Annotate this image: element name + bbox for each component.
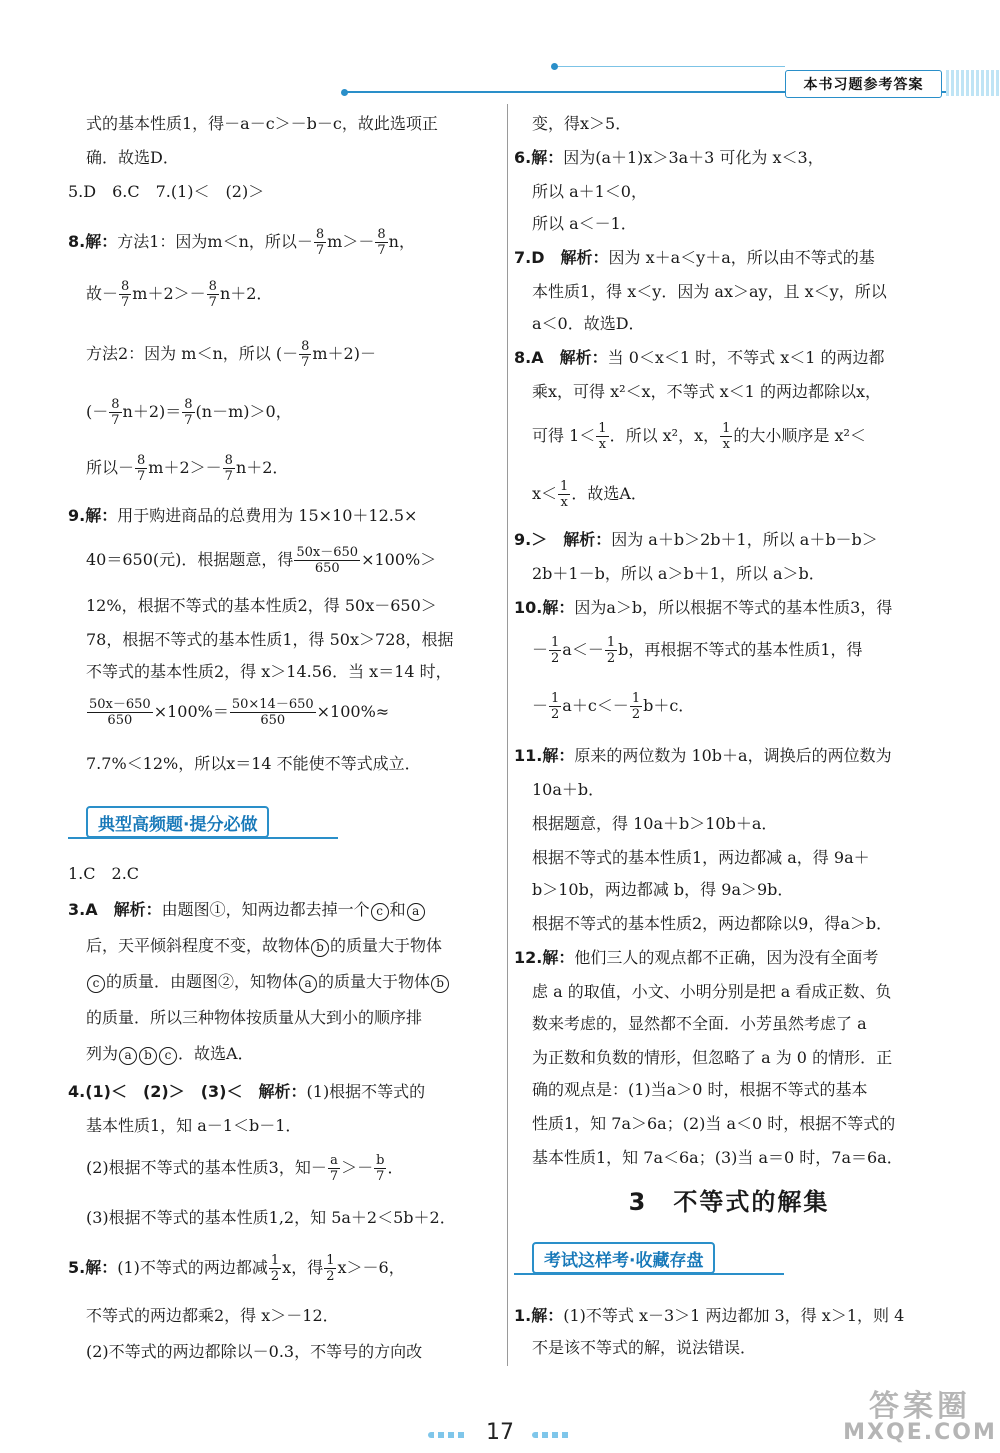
denominator: 2 <box>606 651 616 666</box>
text-line: 7.7%＜12%，所以x＝14 不能使不等式成立． <box>86 754 421 773</box>
text-run: a＋c＜－ <box>562 696 629 715</box>
answer-line <box>68 898 426 922</box>
fraction <box>324 1253 336 1284</box>
circled-letter: b <box>311 939 329 957</box>
fraction <box>549 635 561 666</box>
numerator: 1 <box>551 635 560 650</box>
text-run: (1)不等式 x－3＞1 两边都加 3，得 x＞1，则 4 <box>563 1306 905 1325</box>
text-line: 根据题意，得 10a＋b＞10b＋a． <box>532 814 778 833</box>
text-run: ×100%＝ <box>153 702 229 721</box>
denominator: 7 <box>184 413 193 428</box>
text-run: m＋2＞－ <box>132 284 206 303</box>
denominator: 7 <box>329 1169 339 1184</box>
text-run: x＜ <box>532 484 558 503</box>
label-analysis: 解析： <box>258 1082 307 1101</box>
question-number: 9.＞ 解析： <box>514 530 612 549</box>
text-line: (3)根据不等式的基本性质1,2，知 5a＋2＜5b＋2． <box>86 1208 456 1227</box>
text-run: (－ <box>86 402 109 421</box>
text-run: － <box>532 696 549 715</box>
denominator: x <box>598 437 607 452</box>
text-run: 因为(a＋1)x＞3a＋3 可化为 x＜3， <box>563 148 824 167</box>
denominator: 7 <box>111 413 120 428</box>
fraction <box>294 545 360 576</box>
watermark-url: MXQE.COM <box>843 1420 997 1445</box>
text-line: 确．故选D． <box>86 148 179 167</box>
text-line: a＜0．故选D． <box>532 314 645 333</box>
fraction <box>109 397 121 428</box>
circled-letter: b <box>431 975 449 993</box>
text-line: 根据不等式的基本性质2，两边都除以9，得a＞b． <box>532 914 893 933</box>
denominator: 2 <box>270 1269 280 1284</box>
fraction <box>549 691 561 722</box>
page-header <box>0 0 1000 100</box>
text-line: 确的观点是：(1)当a＞0 时，根据不等式的基本 <box>532 1080 868 1099</box>
text-run: ×100%＞ <box>361 550 437 569</box>
text-run: m＞－ <box>327 232 375 251</box>
question-number: 8.A 解析： <box>514 348 608 367</box>
section-title: 考试这样考·收藏存盘 <box>532 1242 715 1274</box>
text-line: 78，根据不等式的基本性质1，得 50x＞728，根据 <box>86 630 454 649</box>
text-run: ．故选A． <box>571 484 647 503</box>
text-run: (2)根据不等式的基本性质3，知－ <box>86 1158 327 1177</box>
question-number: 6.解： <box>514 148 564 167</box>
text-run: x＞－6， <box>337 1258 405 1277</box>
question-number: 4.(1)＜ (2)＞ (3)＜ <box>68 1082 259 1101</box>
fraction <box>223 453 235 484</box>
answer-line: 1.C 2.C <box>68 864 140 883</box>
circled-letter: a <box>299 975 317 993</box>
text-run: ×100%≈ <box>316 702 390 721</box>
text-line: 2b＋1－b，所以 a＞b＋1，所以 a＞b． <box>532 564 825 583</box>
numerator: 1 <box>722 421 731 436</box>
text-line: (2)不等式的两边都除以－0.3，不等号的方向改 <box>86 1342 423 1361</box>
numerator: 8 <box>121 279 130 294</box>
text-line <box>532 416 866 456</box>
fraction <box>558 479 570 510</box>
text-line: 12%，根据不等式的基本性质2，得 50x－650＞ <box>86 596 437 615</box>
answer-line <box>514 596 892 620</box>
numerator: 50×14－650 <box>231 697 314 712</box>
text-line: 10a＋b． <box>532 780 605 799</box>
circled-letter: c <box>159 1047 177 1065</box>
numerator: 8 <box>137 453 146 468</box>
fraction <box>207 279 219 310</box>
question-number: 7.D 解析： <box>514 248 609 267</box>
denominator: 7 <box>301 355 310 370</box>
denominator: 7 <box>208 295 217 310</box>
text-line: 虑 a 的取值，小文、小明分别是把 a 看成正数、负 <box>532 982 892 1001</box>
header-stripe <box>946 70 1000 96</box>
fraction <box>374 1153 386 1184</box>
numerator: 1 <box>631 691 641 706</box>
question-number: 8.解： <box>68 232 118 251</box>
text-line <box>532 630 863 670</box>
text-run: 可得 1＜ <box>532 426 596 445</box>
text-line: 为正数和负数的情形，但忽略了 a 为 0 的情形．正 <box>532 1048 893 1067</box>
numerator: 8 <box>315 227 325 242</box>
text-line <box>86 334 376 374</box>
page-number: 17 <box>486 1420 514 1445</box>
text-run: 他们三人的观点都不正确，因为没有全面考 <box>574 948 879 967</box>
text-line: 根据不等式的基本性质1，两边都减 a，得 9a＋ <box>532 848 870 867</box>
text-line <box>86 692 389 732</box>
text-run: (1)不等式的两边都减 <box>117 1258 268 1277</box>
denominator: 7 <box>224 469 233 484</box>
denominator: 650 <box>260 713 286 728</box>
denominator: 7 <box>377 243 386 258</box>
fraction <box>87 697 153 728</box>
numerator: 1 <box>551 691 560 706</box>
text-run: n＋2． <box>235 458 289 477</box>
text-run: 的质量大于物体 <box>330 936 443 955</box>
text-line: 的质量．所以三种物体按质量从大到小的顺序排 <box>86 1008 423 1027</box>
circled-letter: a <box>119 1047 137 1065</box>
fraction <box>314 227 326 258</box>
answer-line <box>514 528 878 552</box>
fraction <box>328 1153 340 1184</box>
text-run: ．所以 x²，x， <box>609 426 720 445</box>
header-dot <box>551 63 558 70</box>
text-line <box>86 274 272 314</box>
answer-line <box>514 146 824 170</box>
fraction <box>299 339 311 370</box>
circled-letter: b <box>139 1047 157 1065</box>
answer-line <box>68 1248 405 1288</box>
watermark-logo <box>840 1389 1000 1450</box>
text-line <box>86 392 292 432</box>
answer-line <box>514 744 892 768</box>
text-run: x，得 <box>282 1258 324 1277</box>
text-run: 因为 a＋b＞2b＋1，所以 a＋b－b＞ <box>611 530 878 549</box>
text-line: 不等式的两边都乘2，得 x＞－12． <box>86 1306 339 1325</box>
denominator: 7 <box>137 469 146 484</box>
denominator: 7 <box>376 1169 385 1184</box>
numerator: 1 <box>270 1253 280 1268</box>
text-run: 原来的两位数为 10b＋a，调换后的两位数为 <box>574 746 892 765</box>
text-run: 因为 x＋a＜y＋a，所以由不等式的基 <box>608 248 875 267</box>
fraction <box>605 635 617 666</box>
header-thin-line <box>555 66 785 67</box>
denominator: 2 <box>326 1269 335 1284</box>
footer-dots <box>428 1432 468 1438</box>
denominator: x <box>560 495 568 510</box>
section-banner <box>514 1242 944 1278</box>
text-run: 所以－ <box>86 458 135 477</box>
numerator: b <box>376 1153 385 1168</box>
fraction <box>630 691 642 722</box>
text-line: 乘x，可得 x²＜x，不等式 x＜1 的两边都除以x， <box>532 382 881 401</box>
fraction <box>596 421 608 452</box>
text-run: 因为a＞b，所以根据不等式的基本性质3，得 <box>574 598 893 617</box>
text-run: 后，天平倾斜程度不变，故物体 <box>86 936 311 955</box>
text-run: m＋2)－ <box>312 344 376 363</box>
text-run: b＋c． <box>643 696 695 715</box>
denominator: x <box>722 437 730 452</box>
text-run: 由题图①，知两边都去掉一个 <box>161 900 370 919</box>
answer-line <box>514 346 885 370</box>
text-run: 列为 <box>86 1044 119 1063</box>
text-run: a＜－ <box>562 640 604 659</box>
question-number: 9.解： <box>68 506 118 525</box>
text-line: 所以 a＋1＜0， <box>532 182 647 201</box>
numerator: 1 <box>598 421 607 436</box>
text-line <box>86 540 436 580</box>
text-run: 的质量大于物体 <box>318 972 431 991</box>
question-number: 3.A 解析： <box>68 900 162 919</box>
numerator: 8 <box>377 227 386 242</box>
header-label: 本书习题参考答案 <box>785 70 942 98</box>
text-run: 当 0＜x＜1 时，不等式 x＜1 的两边都 <box>607 348 885 367</box>
denominator: 650 <box>314 561 340 576</box>
text-line: 所以 a＜－1． <box>532 214 637 233</box>
question-number: 10.解： <box>514 598 575 617</box>
text-run: 用于购进商品的总费用为 15×10＋12.5× <box>117 506 418 525</box>
text-run: ．故选A． <box>178 1044 254 1063</box>
text-line: b＞10b，两边都减 b，得 9a＞9b． <box>532 880 794 899</box>
fraction <box>230 697 316 728</box>
text-run: ． <box>387 1158 404 1177</box>
text-run: 40＝650(元)．根据题意，得 <box>86 550 294 569</box>
numerator: 50x－650 <box>89 697 151 712</box>
fraction <box>269 1253 281 1284</box>
text-line: 基本性质1，知 a－1＜b－1． <box>86 1116 302 1135</box>
numerator: 8 <box>184 397 193 412</box>
numerator: 8 <box>111 397 120 412</box>
section-title: 典型高频题·提分必做 <box>86 806 269 838</box>
numerator: 1 <box>326 1253 335 1268</box>
numerator: 1 <box>560 479 569 494</box>
text-line <box>86 1148 404 1188</box>
section-banner <box>68 806 500 842</box>
text-line: 式的基本性质1，得－a－c＞－b－c，故此选项正 <box>86 114 438 133</box>
text-run: 和 <box>389 900 406 919</box>
numerator: 8 <box>208 279 217 294</box>
text-run: n， <box>388 232 415 251</box>
text-line: 不是该不等式的解，说法错误． <box>532 1338 757 1357</box>
text-run: n＋2)＝ <box>122 402 182 421</box>
answer-line <box>514 246 875 270</box>
denominator: 2 <box>551 707 560 722</box>
question-number: 11.解： <box>514 746 575 765</box>
fraction <box>375 227 387 258</box>
chapter-title: 3 不等式的解集 <box>628 1188 830 1216</box>
fraction <box>720 421 732 452</box>
circled-letter: a <box>407 903 425 921</box>
text-line <box>86 1042 254 1066</box>
text-run: b，再根据不等式的基本性质1，得 <box>618 640 863 659</box>
answer-line <box>514 1304 904 1328</box>
numerator: 1 <box>606 635 616 650</box>
text-run: ＞－ <box>341 1158 374 1177</box>
text-run: 方法1：因为m＜n，所以－ <box>117 232 313 251</box>
text-line: 变，得x＞5． <box>532 114 632 133</box>
numerator: a <box>328 1153 340 1169</box>
text-line: 数来考虑的，显然都不全面．小芳虽然考虑了 a <box>532 1014 867 1033</box>
text-run: m＋2＞－ <box>148 458 222 477</box>
denominator: 2 <box>631 707 641 722</box>
text-line: 不等式的基本性质2，得 x＞14.56．当 x＝14 时， <box>86 662 452 681</box>
answer-line: 5.D 6.C 7.(1)＜ (2)＞ <box>68 182 265 201</box>
text-line: 基本性质1，知 7a＜6a；(3)当 a＝0 时，7a＝6a． <box>532 1148 903 1167</box>
fraction <box>135 453 147 484</box>
question-number: 5.解： <box>68 1258 118 1277</box>
text-run: (1)根据不等式的 <box>306 1082 426 1101</box>
text-line <box>86 934 442 958</box>
watermark-text: 答案圈 <box>869 1389 971 1424</box>
footer-dots <box>532 1432 572 1438</box>
circled-letter: c <box>371 903 389 921</box>
header-dot <box>341 89 348 96</box>
denominator: 7 <box>121 295 130 310</box>
question-number: 12.解： <box>514 948 575 967</box>
numerator: 50x－650 <box>296 545 359 560</box>
text-run: 故－ <box>86 284 119 303</box>
text-run: (n－m)＞0， <box>195 402 292 421</box>
circled-letter: c <box>87 975 105 993</box>
text-run: － <box>532 640 549 659</box>
column-divider <box>507 104 508 1366</box>
numerator: 8 <box>301 339 310 354</box>
text-run: 方法2：因为 m＜n，所以 (－ <box>86 344 299 363</box>
text-line: 性质1，知 7a＞6a；(2)当 a＜0 时，根据不等式的 <box>532 1114 896 1133</box>
denominator: 650 <box>107 713 133 728</box>
question-number: 1.解： <box>514 1306 564 1325</box>
text-line <box>532 686 694 726</box>
fraction <box>119 279 131 310</box>
text-run: 的质量．由题图②，知物体 <box>106 972 299 991</box>
text-line <box>532 474 647 514</box>
text-line: 本性质1，得 x＜y．因为 ax＞ay，且 x＜y，所以 <box>532 282 887 301</box>
denominator: 2 <box>551 651 560 666</box>
fraction <box>182 397 194 428</box>
text-line <box>86 970 450 994</box>
text-run: 的大小顺序是 x²＜ <box>733 426 866 445</box>
numerator: 8 <box>224 453 233 468</box>
answer-line <box>68 222 415 262</box>
answer-line <box>68 1080 425 1104</box>
text-run: n＋2． <box>219 284 273 303</box>
text-line <box>86 448 288 488</box>
denominator: 7 <box>315 243 325 258</box>
answer-line <box>514 946 878 970</box>
answer-line <box>68 504 417 528</box>
